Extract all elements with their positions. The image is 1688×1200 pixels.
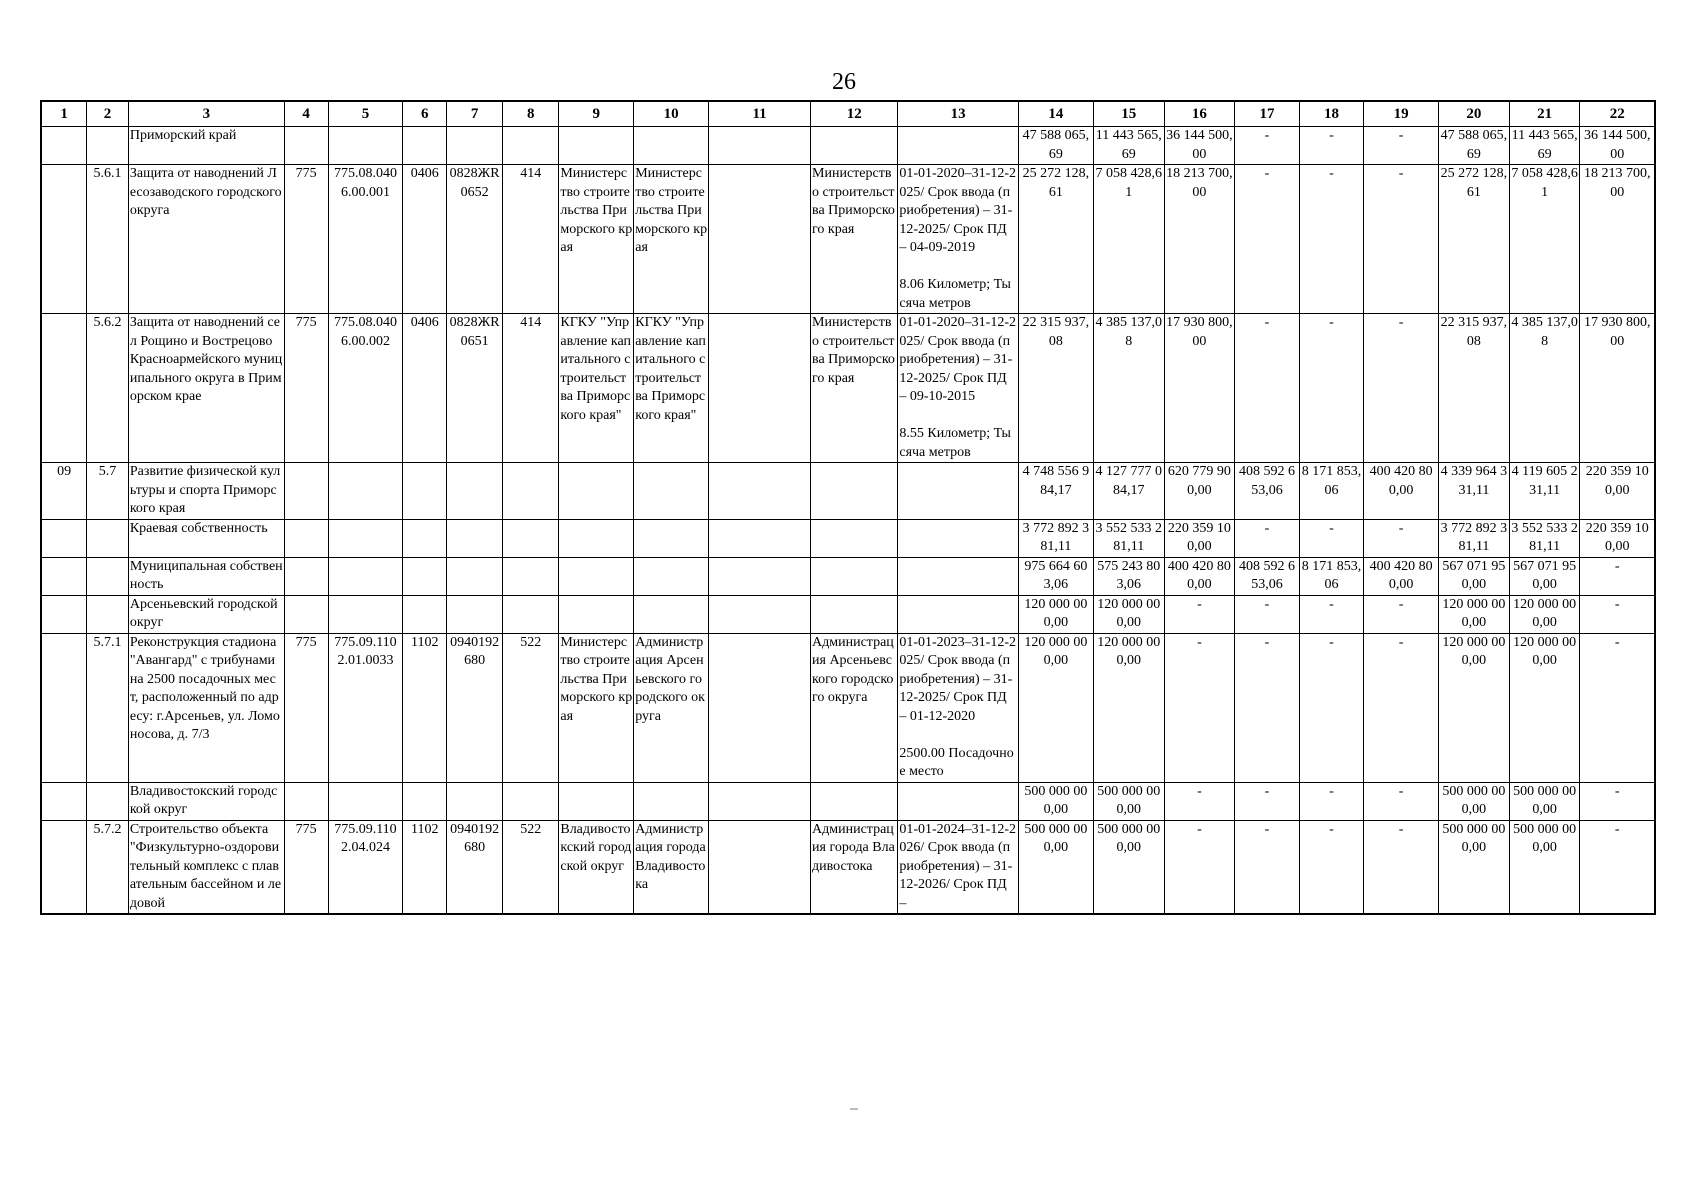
cell-col-16: 36 144 500,00 [1164,127,1235,165]
cell-col-1 [41,165,87,314]
cell-col-11 [709,314,811,463]
cell-col-17: - [1235,820,1299,914]
cell-col-7: 0828ЖR0652 [447,165,503,314]
cell-col-16: 220 359 100,00 [1164,519,1235,557]
cell-col-15: 575 243 803,06 [1093,557,1164,595]
cell-col-21: 4 119 605 231,11 [1509,463,1580,520]
cell-col-19: - [1364,820,1439,914]
cell-col-6 [403,519,447,557]
cell-col-17: - [1235,165,1299,314]
column-header-12: 12 [811,101,898,127]
cell-col-17: - [1235,595,1299,633]
cell-col-12 [811,782,898,820]
cell-col-9 [559,127,634,165]
cell-col-16: - [1164,595,1235,633]
cell-col-5 [328,782,403,820]
cell-col-16: 620 779 900,00 [1164,463,1235,520]
cell-col-17: - [1235,519,1299,557]
cell-col-11 [709,165,811,314]
cell-col-4: 775 [284,820,328,914]
cell-col-14: 47 588 065,69 [1018,127,1093,165]
cell-col-4 [284,463,328,520]
column-header-20: 20 [1439,101,1510,127]
cell-col-14: 25 272 128,61 [1018,165,1093,314]
cell-col-12 [811,519,898,557]
cell-col-14: 975 664 603,06 [1018,557,1093,595]
cell-col-12: Администрация города Владивостока [811,820,898,914]
cell-col-8: 522 [503,633,559,782]
column-header-19: 19 [1364,101,1439,127]
cell-col-16: - [1164,633,1235,782]
column-header-18: 18 [1299,101,1363,127]
page-number: 26 [832,69,856,95]
cell-col-6: 0406 [403,165,447,314]
cell-col-18: - [1299,127,1363,165]
cell-col-2 [87,595,129,633]
cell-col-4: 775 [284,314,328,463]
cell-col-3: Муниципальная собственность [128,557,284,595]
cell-col-21: 3 552 533 281,11 [1509,519,1580,557]
cell-col-20: 500 000 000,00 [1439,820,1510,914]
cell-col-13 [898,463,1019,520]
cell-col-16: 400 420 800,00 [1164,557,1235,595]
cell-col-8: 522 [503,820,559,914]
cell-col-4 [284,782,328,820]
cell-col-7 [447,463,503,520]
cell-col-5 [328,595,403,633]
cell-col-5: 775.08.0406.00.001 [328,165,403,314]
cell-col-13 [898,782,1019,820]
cell-col-3: Владивостокский городской округ [128,782,284,820]
cell-col-18: - [1299,595,1363,633]
cell-col-7: 0940192680 [447,820,503,914]
cell-col-8 [503,127,559,165]
cell-col-17: - [1235,782,1299,820]
cell-col-6 [403,595,447,633]
cell-col-18: 8 171 853,06 [1299,463,1363,520]
cell-col-22: 18 213 700,00 [1580,165,1655,314]
cell-col-13: 01-01-2023–31-12-2025/ Срок ввода (приобретения) – 31-12-2025/ Срок ПД – 01-12-2020 2500.00 Посадочное место [898,633,1019,782]
column-header-14: 14 [1018,101,1093,127]
cell-col-22: 220 359 100,00 [1580,519,1655,557]
cell-col-2: 5.6.2 [87,314,129,463]
cell-col-14: 120 000 000,00 [1018,595,1093,633]
cell-col-8 [503,519,559,557]
cell-col-8: 414 [503,314,559,463]
cell-col-6 [403,782,447,820]
cell-col-6: 1102 [403,633,447,782]
cell-col-2 [87,557,129,595]
cell-col-12: Министерство строительства Приморского края [811,165,898,314]
cell-col-7: 0940192680 [447,633,503,782]
cell-col-14: 3 772 892 381,11 [1018,519,1093,557]
cell-col-20: 4 339 964 331,11 [1439,463,1510,520]
cell-col-11 [709,463,811,520]
cell-col-12 [811,557,898,595]
cell-col-9: Владивостокский городской округ [559,820,634,914]
cell-col-3: Защита от наводнений сел Рощино и Вострецово Красноармейского муниципального округа в Приморском крае [128,314,284,463]
scan-mark [850,1108,858,1110]
cell-col-15: 120 000 000,00 [1093,633,1164,782]
column-header-6: 6 [403,101,447,127]
cell-col-17: - [1235,633,1299,782]
cell-col-6: 0406 [403,314,447,463]
cell-col-10 [634,782,709,820]
column-header-13: 13 [898,101,1019,127]
cell-col-8 [503,463,559,520]
cell-col-19: - [1364,314,1439,463]
cell-col-4 [284,519,328,557]
cell-col-2: 5.7.1 [87,633,129,782]
cell-col-11 [709,820,811,914]
header-row [41,101,1655,127]
column-header-2: 2 [87,101,129,127]
cell-col-19: - [1364,519,1439,557]
cell-col-1 [41,519,87,557]
cell-col-17: - [1235,314,1299,463]
cell-col-12: Министерство строительства Приморского края [811,314,898,463]
cell-col-13: 01-01-2024–31-12-2026/ Срок ввода (приобретения) – 31-12-2026/ Срок ПД – [898,820,1019,914]
column-header-3: 3 [128,101,284,127]
cell-col-7: 0828ЖR0651 [447,314,503,463]
cell-col-15: 500 000 000,00 [1093,820,1164,914]
cell-col-9 [559,782,634,820]
column-header-21: 21 [1509,101,1580,127]
cell-col-7 [447,127,503,165]
cell-col-9: КГКУ "Управление капитального строительства Приморского края" [559,314,634,463]
cell-col-15: 120 000 000,00 [1093,595,1164,633]
cell-col-6 [403,557,447,595]
cell-col-13: 01-01-2020–31-12-2025/ Срок ввода (приобретения) – 31-12-2025/ Срок ПД – 09-10-2015 8.55 Километр; Тысяча метров [898,314,1019,463]
cell-col-2: 5.7 [87,463,129,520]
cell-col-2 [87,519,129,557]
cell-col-1 [41,820,87,914]
cell-col-10: КГКУ "Управление капитального строительства Приморского края" [634,314,709,463]
cell-col-22: 36 144 500,00 [1580,127,1655,165]
cell-col-3: Защита от наводнений Лесозаводского городского округа [128,165,284,314]
cell-col-17: 408 592 653,06 [1235,557,1299,595]
cell-col-8 [503,595,559,633]
cell-col-6: 1102 [403,820,447,914]
cell-col-9: Министерство строительства Приморского края [559,633,634,782]
cell-col-3: Арсеньевский городской округ [128,595,284,633]
cell-col-1 [41,557,87,595]
cell-col-7 [447,519,503,557]
cell-col-12 [811,595,898,633]
table-row [41,633,1655,782]
cell-col-21: 567 071 950,00 [1509,557,1580,595]
cell-col-18: 8 171 853,06 [1299,557,1363,595]
cell-col-7 [447,595,503,633]
cell-col-5: 775.09.1102.04.024 [328,820,403,914]
cell-col-12 [811,127,898,165]
cell-col-22: 220 359 100,00 [1580,463,1655,520]
cell-col-2: 5.7.2 [87,820,129,914]
cell-col-15: 7 058 428,61 [1093,165,1164,314]
cell-col-22: - [1580,782,1655,820]
cell-col-14: 4 748 556 984,17 [1018,463,1093,520]
table-row [41,557,1655,595]
cell-col-10: Администрация Арсеньевского городского округа [634,633,709,782]
cell-col-10: Министерство строительства Приморского края [634,165,709,314]
cell-col-21: 7 058 428,61 [1509,165,1580,314]
cell-col-11 [709,633,811,782]
cell-col-19: 400 420 800,00 [1364,557,1439,595]
cell-col-20: 3 772 892 381,11 [1439,519,1510,557]
column-header-8: 8 [503,101,559,127]
column-header-1: 1 [41,101,87,127]
cell-col-14: 500 000 000,00 [1018,820,1093,914]
cell-col-20: 47 588 065,69 [1439,127,1510,165]
cell-col-18: - [1299,165,1363,314]
cell-col-10 [634,595,709,633]
cell-col-5 [328,519,403,557]
cell-col-8 [503,782,559,820]
cell-col-15: 4 385 137,08 [1093,314,1164,463]
cell-col-2 [87,127,129,165]
cell-col-21: 4 385 137,08 [1509,314,1580,463]
cell-col-17: - [1235,127,1299,165]
cell-col-7 [447,557,503,595]
table-row [41,463,1655,520]
cell-col-1 [41,633,87,782]
cell-col-19: - [1364,633,1439,782]
cell-col-1 [41,782,87,820]
cell-col-3: Краевая собственность [128,519,284,557]
cell-col-22: - [1580,557,1655,595]
table-row [41,165,1655,314]
table-body [41,127,1655,915]
cell-col-4 [284,127,328,165]
cell-col-21: 11 443 565,69 [1509,127,1580,165]
cell-col-5 [328,463,403,520]
column-header-16: 16 [1164,101,1235,127]
cell-col-15: 500 000 000,00 [1093,782,1164,820]
cell-col-22: - [1580,633,1655,782]
cell-col-16: - [1164,782,1235,820]
cell-col-5 [328,127,403,165]
cell-col-19: - [1364,782,1439,820]
cell-col-6 [403,127,447,165]
cell-col-20: 120 000 000,00 [1439,633,1510,782]
cell-col-15: 11 443 565,69 [1093,127,1164,165]
cell-col-13: 01-01-2020–31-12-2025/ Срок ввода (приобретения) – 31-12-2025/ Срок ПД – 04-09-2019 8.06 Километр; Тысяча метров [898,165,1019,314]
cell-col-18: - [1299,782,1363,820]
cell-col-22: 17 930 800,00 [1580,314,1655,463]
cell-col-14: 120 000 000,00 [1018,633,1093,782]
cell-col-3: Приморский край [128,127,284,165]
cell-col-9 [559,557,634,595]
cell-col-5: 775.08.0406.00.002 [328,314,403,463]
column-header-15: 15 [1093,101,1164,127]
cell-col-3: Развитие физической культуры и спорта Приморского края [128,463,284,520]
cell-col-12 [811,463,898,520]
cell-col-11 [709,127,811,165]
cell-col-10 [634,463,709,520]
cell-col-4 [284,557,328,595]
cell-col-19: 400 420 800,00 [1364,463,1439,520]
cell-col-13 [898,557,1019,595]
cell-col-15: 3 552 533 281,11 [1093,519,1164,557]
cell-col-18: - [1299,519,1363,557]
cell-col-4 [284,595,328,633]
cell-col-11 [709,782,811,820]
column-header-10: 10 [634,101,709,127]
cell-col-18: - [1299,633,1363,782]
column-header-7: 7 [447,101,503,127]
cell-col-10: Администрация города Владивостока [634,820,709,914]
cell-col-21: 120 000 000,00 [1509,633,1580,782]
cell-col-20: 25 272 128,61 [1439,165,1510,314]
column-header-22: 22 [1580,101,1655,127]
cell-col-9 [559,519,634,557]
column-header-11: 11 [709,101,811,127]
cell-col-10 [634,557,709,595]
cell-col-14: 22 315 937,08 [1018,314,1093,463]
table-row [41,314,1655,463]
cell-col-11 [709,557,811,595]
budget-table [40,100,1656,915]
cell-col-21: 500 000 000,00 [1509,820,1580,914]
cell-col-5 [328,557,403,595]
cell-col-5: 775.09.1102.01.0033 [328,633,403,782]
cell-col-20: 567 071 950,00 [1439,557,1510,595]
table-row [41,595,1655,633]
cell-col-20: 120 000 000,00 [1439,595,1510,633]
cell-col-1 [41,595,87,633]
cell-col-3: Реконструкция стадиона "Авангард" с трибунами на 2500 посадочных мест, расположенный по адресу: г.Арсеньев, ул. Ломоносова, д. 7/3 [128,633,284,782]
cell-col-20: 500 000 000,00 [1439,782,1510,820]
cell-col-1 [41,314,87,463]
column-header-17: 17 [1235,101,1299,127]
cell-col-2 [87,782,129,820]
column-header-5: 5 [328,101,403,127]
cell-col-6 [403,463,447,520]
cell-col-11 [709,519,811,557]
cell-col-13 [898,519,1019,557]
cell-col-21: 500 000 000,00 [1509,782,1580,820]
cell-col-7 [447,782,503,820]
cell-col-2: 5.6.1 [87,165,129,314]
cell-col-20: 22 315 937,08 [1439,314,1510,463]
column-header-9: 9 [559,101,634,127]
cell-col-9 [559,595,634,633]
cell-col-9: Министерство строительства Приморского края [559,165,634,314]
cell-col-16: 17 930 800,00 [1164,314,1235,463]
cell-col-13 [898,127,1019,165]
cell-col-21: 120 000 000,00 [1509,595,1580,633]
table-row [41,820,1655,914]
cell-col-19: - [1364,165,1439,314]
cell-col-10 [634,127,709,165]
cell-col-12: Администрация Арсеньевского городского округа [811,633,898,782]
cell-col-22: - [1580,595,1655,633]
cell-col-18: - [1299,820,1363,914]
cell-col-16: - [1164,820,1235,914]
cell-col-19: - [1364,595,1439,633]
cell-col-18: - [1299,314,1363,463]
cell-col-17: 408 592 653,06 [1235,463,1299,520]
table-row [41,127,1655,165]
cell-col-22: - [1580,820,1655,914]
cell-col-10 [634,519,709,557]
cell-col-19: - [1364,127,1439,165]
cell-col-4: 775 [284,633,328,782]
cell-col-9 [559,463,634,520]
table-row [41,782,1655,820]
cell-col-4: 775 [284,165,328,314]
cell-col-8 [503,557,559,595]
cell-col-8: 414 [503,165,559,314]
cell-col-14: 500 000 000,00 [1018,782,1093,820]
cell-col-3: Строительство объекта "Физкультурно-оздоровительный комплекс с плавательным бассейном и ледовой [128,820,284,914]
cell-col-1 [41,127,87,165]
cell-col-1: 09 [41,463,87,520]
cell-col-15: 4 127 777 084,17 [1093,463,1164,520]
cell-col-13 [898,595,1019,633]
cell-col-16: 18 213 700,00 [1164,165,1235,314]
table-row [41,519,1655,557]
cell-col-11 [709,595,811,633]
column-header-4: 4 [284,101,328,127]
